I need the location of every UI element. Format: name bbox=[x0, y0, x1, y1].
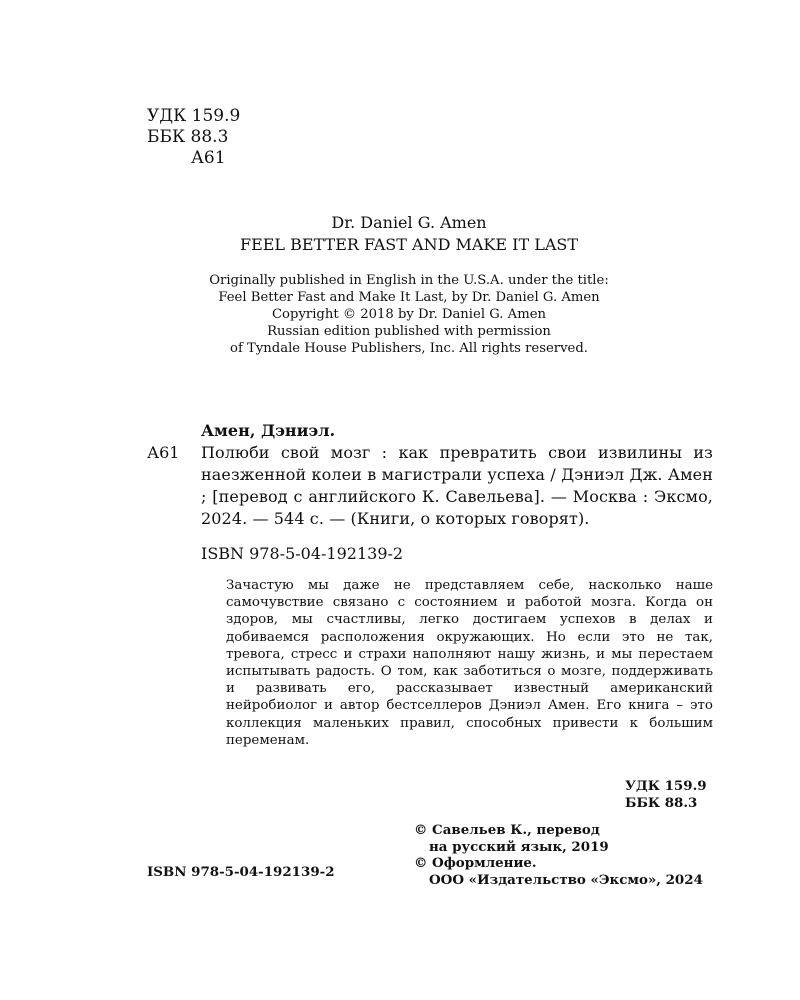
copyright-translation-cont: на русский язык, 2019 bbox=[429, 838, 609, 855]
publication-line: Copyright © 2018 by Dr. Daniel G. Amen bbox=[271, 307, 547, 322]
isbn-bottom: ISBN 978-5-04-192139-2 bbox=[147, 864, 335, 880]
original-author: Dr. Daniel G. Amen bbox=[331, 213, 487, 232]
udk-code-right: УДК 159.9 bbox=[625, 778, 707, 794]
classification-codes-right bbox=[625, 778, 707, 812]
bibliographic-record bbox=[147, 420, 713, 749]
publication-line: Feel Better Fast and Make It Last, by Dr. Daniel G. Amen bbox=[218, 290, 600, 305]
annotation: Зачастую мы даже не представляем себе, насколько наше самочувствие связано с состоянием и работой мозга. Когда он здоров, мы счастливы, легко достигаем успехов в делах и добиваемся расположения окружающих. Но если это не так, тревога, стресс и страхи наполняют нашу жизнь, и мы перестаем испытывать радость. О том, как заботиться о мозге, поддерживать и развивать его, рассказывает известный американский нейробиолог и автор бестселлеров Дэниэл Амен. Его книга – это коллекция маленьких правил, способных привести к большим переменам. bbox=[226, 578, 713, 748]
bbk-code-right: ББК 88.3 bbox=[625, 795, 698, 811]
original-edition-credits bbox=[150, 212, 668, 357]
publication-line: Originally published in English in the U.S.A. under the title: bbox=[209, 273, 609, 288]
author-sign: А61 bbox=[191, 148, 226, 168]
copyright-translation: © Савельев К., перевод bbox=[414, 822, 600, 838]
record-isbn: ISBN 978-5-04-192139-2 bbox=[201, 544, 404, 563]
record-code: А61 bbox=[147, 443, 180, 462]
bbk-code: ББК 88.3 bbox=[147, 127, 229, 147]
record-entry bbox=[147, 442, 713, 530]
publication-line: Russian edition published with permission bbox=[267, 324, 551, 339]
record-author: Амен, Дэниэл. bbox=[201, 421, 336, 440]
publication-notice bbox=[150, 272, 668, 357]
copyright-block bbox=[414, 822, 703, 888]
classification-codes bbox=[147, 106, 240, 169]
record-description: Полюби свой мозг : как превратить свои извилины из наезженной колеи в магистрали успеха / Дэниэл Дж. Амен ; [перевод с английского К. Савельева]. — Москва : Эксмо, 2024. — 544 с. — (Книги, о которых говорят). bbox=[201, 443, 713, 528]
copyright-publisher: ООО «Издательство «Эксмо», 2024 bbox=[429, 871, 703, 888]
original-title: FEEL BETTER FAST AND MAKE IT LAST bbox=[239, 235, 579, 254]
publication-line: of Tyndale House Publishers, Inc. All rights reserved. bbox=[230, 341, 588, 356]
copyright-design: © Оформление. bbox=[414, 855, 537, 871]
udk-code: УДК 159.9 bbox=[147, 106, 241, 126]
